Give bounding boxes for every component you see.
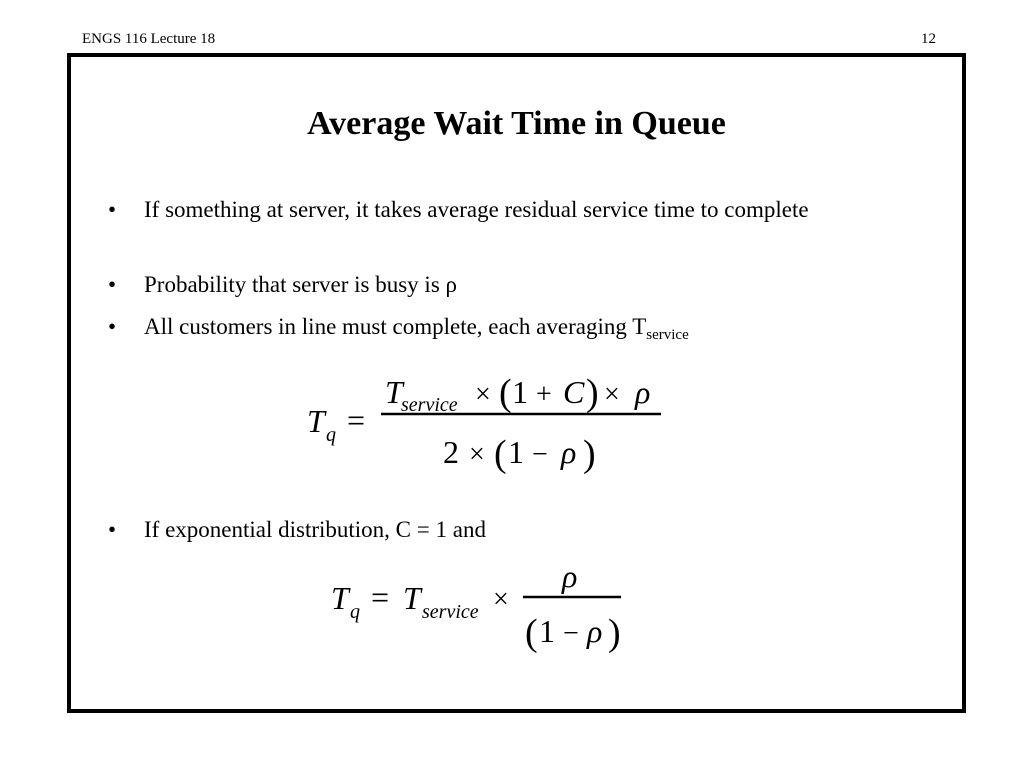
f1-lparen-2: ( [494, 433, 507, 475]
header-course: ENGS 116 Lecture 18 [82, 31, 216, 47]
slide-title: Average Wait Time in Queue [307, 105, 726, 142]
f1-one-2: 1 [508, 434, 524, 470]
f2-equals: = [371, 579, 390, 615]
bullet-text: Probability that server is busy is ρ [144, 272, 458, 297]
slide-frame [67, 53, 966, 713]
bullet-item [108, 268, 904, 302]
bullet-marker: • [108, 272, 117, 297]
bullet-marker: • [108, 517, 117, 542]
bullet-item [108, 193, 904, 227]
formula-2-svg [325, 557, 645, 657]
f1-lparen-1: ( [499, 372, 512, 414]
f1-C: C [563, 374, 585, 410]
page-number: 12 [921, 31, 936, 47]
f2-rho: ρ [587, 613, 603, 649]
f2-rhs-T: T [403, 580, 421, 616]
f1-times-1: × [475, 379, 491, 410]
f1-lhs-sub: q [326, 424, 336, 446]
bullet-marker: • [108, 197, 117, 222]
bullet-text: If exponential distribution, C = 1 and [144, 517, 486, 542]
f2-rparen: ) [608, 612, 621, 654]
f1-rho-2: ρ [561, 434, 577, 470]
bullet-marker: • [108, 314, 117, 339]
f1-plus: + [536, 379, 552, 410]
formula-2 [325, 557, 645, 657]
f1-times-3: × [469, 439, 485, 470]
f2-lparen: ( [525, 612, 538, 654]
f1-rparen-2: ) [583, 433, 596, 475]
f2-num-rho: ρ [562, 558, 578, 594]
bullet-text: If something at server, it takes average residual service time to complete [144, 197, 809, 222]
f1-den-two: 2 [443, 434, 459, 470]
formula-1 [299, 367, 679, 477]
f1-equals: = [347, 402, 366, 438]
f1-rho-1: ρ [635, 374, 651, 410]
bullet-text: All customers in line must complete, each averaging T [144, 314, 647, 339]
f1-lhs-T: T [307, 403, 325, 439]
bullet-item [108, 513, 904, 547]
f2-lhs-sub: q [350, 601, 360, 623]
formula-1-svg [299, 367, 679, 477]
f2-times: × [493, 584, 509, 615]
f2-lhs-T: T [331, 580, 349, 616]
f1-minus: − [532, 439, 548, 470]
f1-one-1: 1 [512, 374, 528, 410]
f1-num-T: T [385, 374, 403, 410]
f1-times-2: × [604, 379, 620, 410]
bullet-subscript: service [646, 327, 689, 343]
f2-minus: − [563, 618, 579, 649]
f2-rhs-sub: service [422, 601, 479, 623]
f2-one: 1 [539, 613, 555, 649]
f1-num-sub: service [401, 394, 458, 416]
f1-rparen-1: ) [586, 372, 599, 414]
bullet-item [108, 310, 904, 344]
